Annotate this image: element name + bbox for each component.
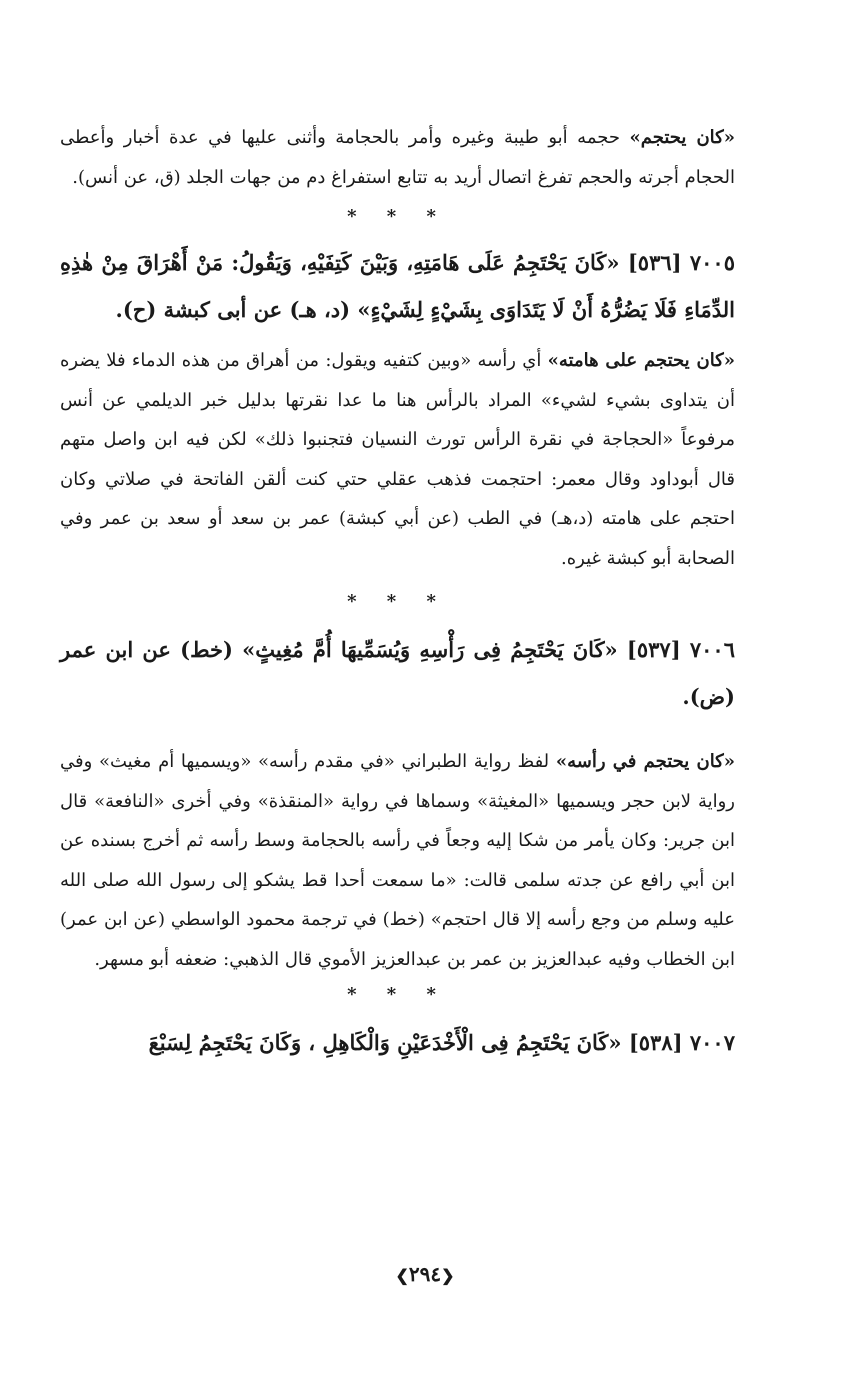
section-separator: * * *: [347, 206, 448, 227]
hadith-text: ٧٠٠٧ [٥٣٨] «كَانَ يَحْتَجِمُ فِى الْأَخْدَعَيْنِ وَالْكَاهِلِ ، وَكَانَ يَحْتَجِمُ لِسَبْعَ: [148, 1030, 735, 1055]
commentary-paragraph: [60, 118, 735, 197]
section-separator: * * *: [347, 591, 448, 612]
page-footer: [0, 1262, 850, 1286]
commentary-text: لفظ رواية الطبراني «في مقدم رأسه» «ويسميها أم مغيث» وفي رواية لابن حجر ويسميها «المغيثة» وسماها في رواية «المنقذة» وفي أخرى «النافعة» قال ابن جرير: وكان يأمر من شكا إليه وجعاً في رأسه بالحجامة وسط رأسه ثم أخرج بسنده عن ابن أبي رافع عن جدته سلمى قالت: «ما سمعت أحدا قط يشكو إلى رسول الله صلى الله عليه وسلم من وجع رأسه إلا قال احتجم» (خط) في ترجمة محمود الواسطي (عن ابن عمر) ابن الخطاب وفيه عبدالعزيز بن عمر بن عبدالعزيز الأموي قال الذهبي: ضعفه أبو مسهر.: [60, 751, 735, 970]
commentary-text: حجمه أبو طيبة وغيره وأمر بالحجامة وأثنى عليها في عدة أخبار وأعطى الحجام أجرته والحجم تفرغ اتصال أريد به تتابع استفراغ دم من جهات الجلد (ق، عن أنس).: [60, 127, 735, 188]
commentary-lead: «كان يحتجم في رأسه»: [555, 751, 736, 772]
section-separator: * * *: [347, 984, 448, 1005]
commentary-text: أي رأسه «وبين كتفيه ويقول: من أهراق من هذه الدماء فلا يضره أن يتداوى بشيء لشيء» المراد بالرأس هنا ما عدا نقرتها بدليل خبر الديلمي عن أنس مرفوعاً «الحجاجة في نقرة الرأس تورث النسيان فتجنبوا ذلك» لكن فيه ابن واصل متهم قال أبوداود وقال معمر: احتجمت فذهب عقلي حتي كنت ألقن الفاتحة في صلاتي وكان احتجم على هامته (د،هـ) في الطب (عن أبي كبشة) عمر بن سعد أو سعد بن عمر وفي الصحابة أبو كبشة غيره.: [60, 350, 735, 569]
hadith-text: ٧٠٠٥ [٥٣٦] «كَانَ يَحْتَجِمُ عَلَى هَامَتِهِ، وَبَيْنَ كَتِفَيْهِ، وَيَقُولُ: مَنْ أَهْرَاقَ مِنْ هٰذِهِ الدِّمَاءِ فَلَا يَضُرُّهُ أَنْ لَا يَتَدَاوَى بِشَيْءٍ لِشَيْءٍ» (د، هـ) عن أبى كبشة (ح).: [60, 250, 735, 322]
hadith-text: ٧٠٠٦ [٥٣٧] «كَانَ يَحْتَجِمُ فِى رَأْسِهِ وَيُسَمِّيهَا أُمَّ مُغِيثٍ» (خط) عن ابن عمر (ض).: [60, 637, 735, 709]
commentary-paragraph: [60, 742, 735, 979]
ornament-bracket-icon: ❯: [395, 1266, 409, 1285]
commentary-lead: «كان يحتجم»: [629, 127, 735, 148]
commentary-paragraph: [60, 341, 735, 578]
page-number: ٢٩٤: [408, 1262, 442, 1286]
page-body: [60, 118, 735, 1066]
commentary-lead: «كان يحتجم على هامته»: [547, 350, 735, 371]
ornament-bracket-icon: ❮: [441, 1266, 455, 1285]
